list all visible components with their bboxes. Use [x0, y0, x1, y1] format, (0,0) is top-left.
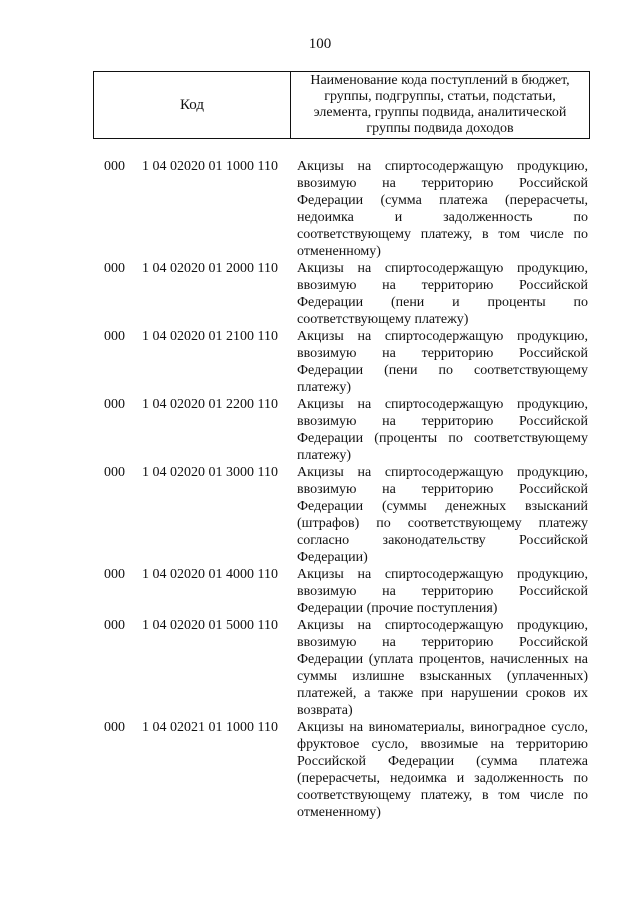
table-header [93, 71, 590, 139]
revenue-name: Акцизы на виноматериалы, виноградное сусло, фруктовое сусло, ввозимые на территорию Российской Федерации (сумма платежа (перерасчеты, недоимка и задолженность по соответствующему платежу, в том числе по отмененному) [297, 720, 588, 820]
revenue-name: Акцизы на спиртосодержащую продукцию, ввозимую на территорию Российской Федерации (уплата процентов, начисленных на суммы излишне взысканных (уплаченных) платежей, а также при нарушении сроков их возврата) [297, 618, 588, 718]
admin-code: 000 [104, 329, 125, 344]
table-row [0, 396, 640, 464]
admin-code: 000 [104, 159, 125, 174]
revenue-code: 1 04 02021 01 1000 110 [142, 720, 278, 735]
revenue-name: Акцизы на спиртосодержащую продукцию, ввозимую на территорию Российской Федерации (проценты по соответствующему платежу) [297, 397, 588, 463]
table-row [0, 719, 640, 821]
table-row [0, 328, 640, 396]
admin-code: 000 [104, 618, 125, 633]
table-row [0, 260, 640, 328]
revenue-name: Акцизы на спиртосодержащую продукцию, ввозимую на территорию Российской Федерации (сумма платежа (перерасчеты, недоимка и задолженность по соответствующему платежу, в том числе по отмененному) [297, 159, 588, 259]
table-row [0, 158, 640, 260]
header-name-label: Наименование кода поступлений в бюджет, группы, подгруппы, статьи, подстатьи, элемента, группы подвида, аналитической группы подвида доходов [310, 73, 570, 136]
admin-code: 000 [104, 567, 125, 582]
admin-code: 000 [104, 720, 125, 735]
page-number: 100 [308, 36, 332, 52]
admin-code: 000 [104, 261, 125, 276]
table-row [0, 464, 640, 566]
revenue-code: 1 04 02020 01 1000 110 [142, 159, 278, 174]
admin-code: 000 [104, 397, 125, 412]
table-row [0, 617, 640, 719]
revenue-name: Акцизы на спиртосодержащую продукцию, ввозимую на территорию Российской Федерации (суммы денежных взысканий (штрафов) по соответствующему платежу согласно законодательству Российской Федерации) [297, 465, 588, 565]
revenue-code: 1 04 02020 01 2100 110 [142, 329, 278, 344]
table-body [0, 158, 640, 821]
revenue-code: 1 04 02020 01 3000 110 [142, 465, 278, 480]
revenue-name: Акцизы на спиртосодержащую продукцию, ввозимую на территорию Российской Федерации (прочие поступления) [297, 567, 588, 616]
revenue-code: 1 04 02020 01 4000 110 [142, 567, 278, 582]
admin-code: 000 [104, 465, 125, 480]
revenue-code: 1 04 02020 01 2200 110 [142, 397, 278, 412]
revenue-code: 1 04 02020 01 5000 110 [142, 618, 278, 633]
revenue-code: 1 04 02020 01 2000 110 [142, 261, 278, 276]
header-code-label: Код [94, 72, 291, 138]
revenue-name: Акцизы на спиртосодержащую продукцию, ввозимую на территорию Российской Федерации (пени по соответствующему платежу) [297, 329, 588, 395]
revenue-name: Акцизы на спиртосодержащую продукцию, ввозимую на территорию Российской Федерации (пени и проценты по соответствующему платежу) [297, 261, 588, 327]
table-row [0, 566, 640, 617]
